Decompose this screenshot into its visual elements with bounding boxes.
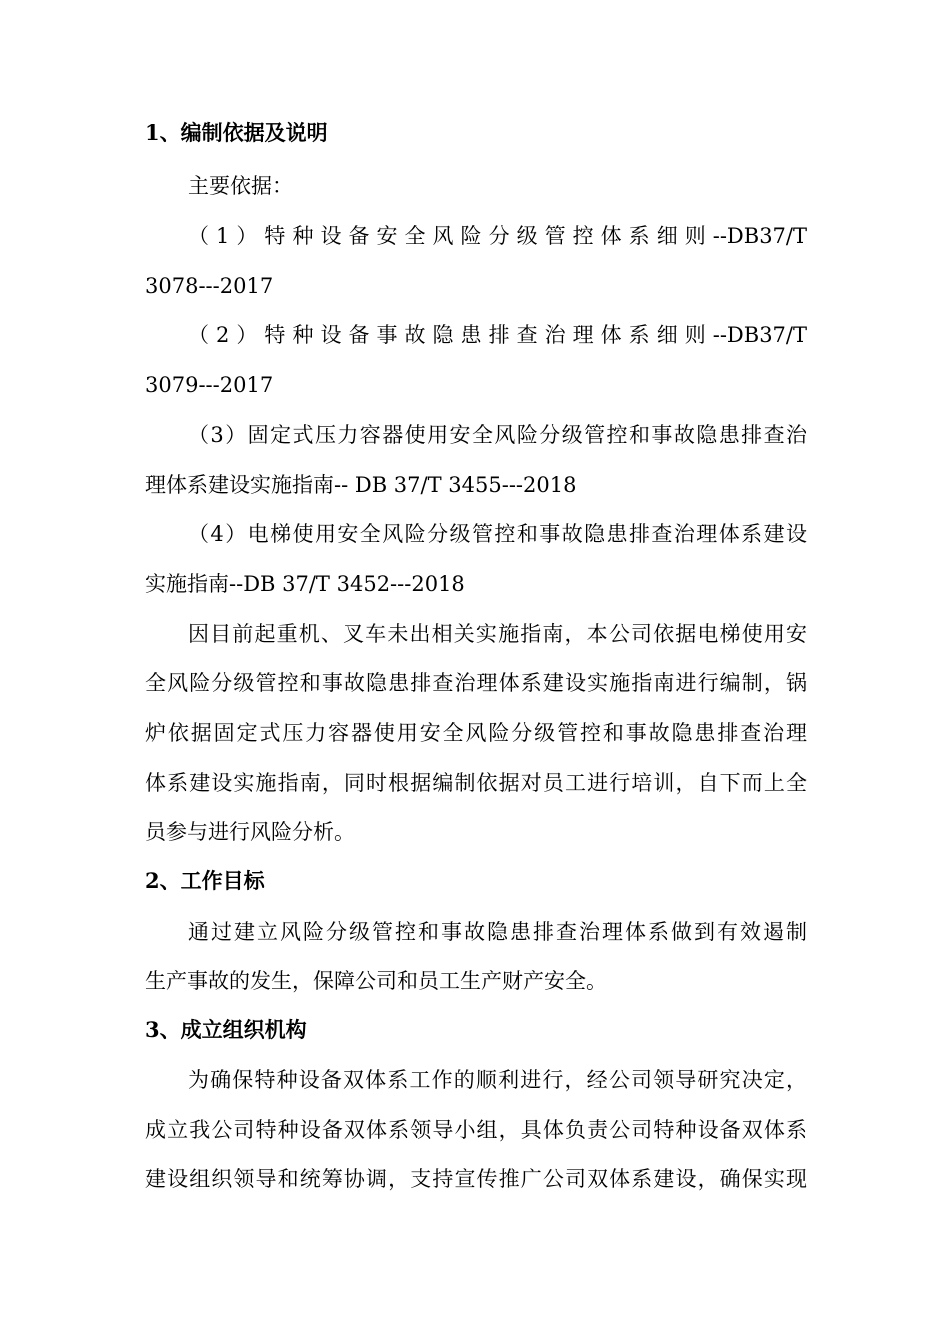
section-1-heading: 1、编制依据及说明 bbox=[145, 120, 328, 145]
section-1-paragraph-line-1: 因目前起重机、叉车未出相关实施指南，本公司依据电梯使用安 bbox=[188, 622, 807, 646]
basis-item-2-line-1: （2）特种设备事故隐患排查治理体系细则--DB37/T bbox=[188, 323, 807, 347]
section-1-paragraph-line-5: 员参与进行风险分析。 bbox=[145, 820, 355, 844]
section-1-paragraph-line-4: 体系建设实施指南，同时根据编制依据对员工进行培训，自下而上全 bbox=[145, 771, 807, 795]
basis-item-3-line-1: （3）固定式压力容器使用安全风险分级管控和事故隐患排查治 bbox=[188, 423, 807, 447]
basis-label: 主要依据： bbox=[188, 174, 293, 198]
section-3-paragraph-line-1: 为确保特种设备双体系工作的顺利进行，经公司领导研究决定， bbox=[188, 1068, 807, 1092]
basis-item-2-line-2: 3079---2017 bbox=[145, 373, 274, 397]
section-3-heading: 3、成立组织机构 bbox=[145, 1017, 307, 1042]
section-1-paragraph-line-2: 全风险分级管控和事故隐患排查治理体系建设实施指南进行编制，锅 bbox=[145, 671, 807, 695]
basis-item-3-line-2: 理体系建设实施指南-- DB 37/T 3455---2018 bbox=[145, 473, 577, 497]
section-3-paragraph-line-2: 成立我公司特种设备双体系领导小组，具体负责公司特种设备双体系 bbox=[145, 1118, 807, 1142]
section-1-paragraph-line-3: 炉依据固定式压力容器使用安全风险分级管控和事故隐患排查治理 bbox=[145, 721, 807, 745]
basis-item-1-line-2: 3078---2017 bbox=[145, 274, 274, 298]
basis-item-1-line-1: （1）特种设备安全风险分级管控体系细则--DB37/T bbox=[188, 224, 807, 248]
section-2-paragraph-line-1: 通过建立风险分级管控和事故隐患排查治理体系做到有效遏制 bbox=[188, 920, 807, 944]
section-3-paragraph-line-3: 建设组织领导和统筹协调，支持宣传推广公司双体系建设，确保实现 bbox=[145, 1167, 807, 1191]
basis-item-4-line-2: 实施指南--DB 37/T 3452---2018 bbox=[145, 572, 465, 596]
section-2-paragraph-line-2: 生产事故的发生，保障公司和员工生产财产安全。 bbox=[145, 969, 607, 993]
section-2-heading: 2、工作目标 bbox=[145, 868, 265, 893]
basis-item-4-line-1: （4）电梯使用安全风险分级管控和事故隐患排查治理体系建设 bbox=[188, 522, 807, 546]
